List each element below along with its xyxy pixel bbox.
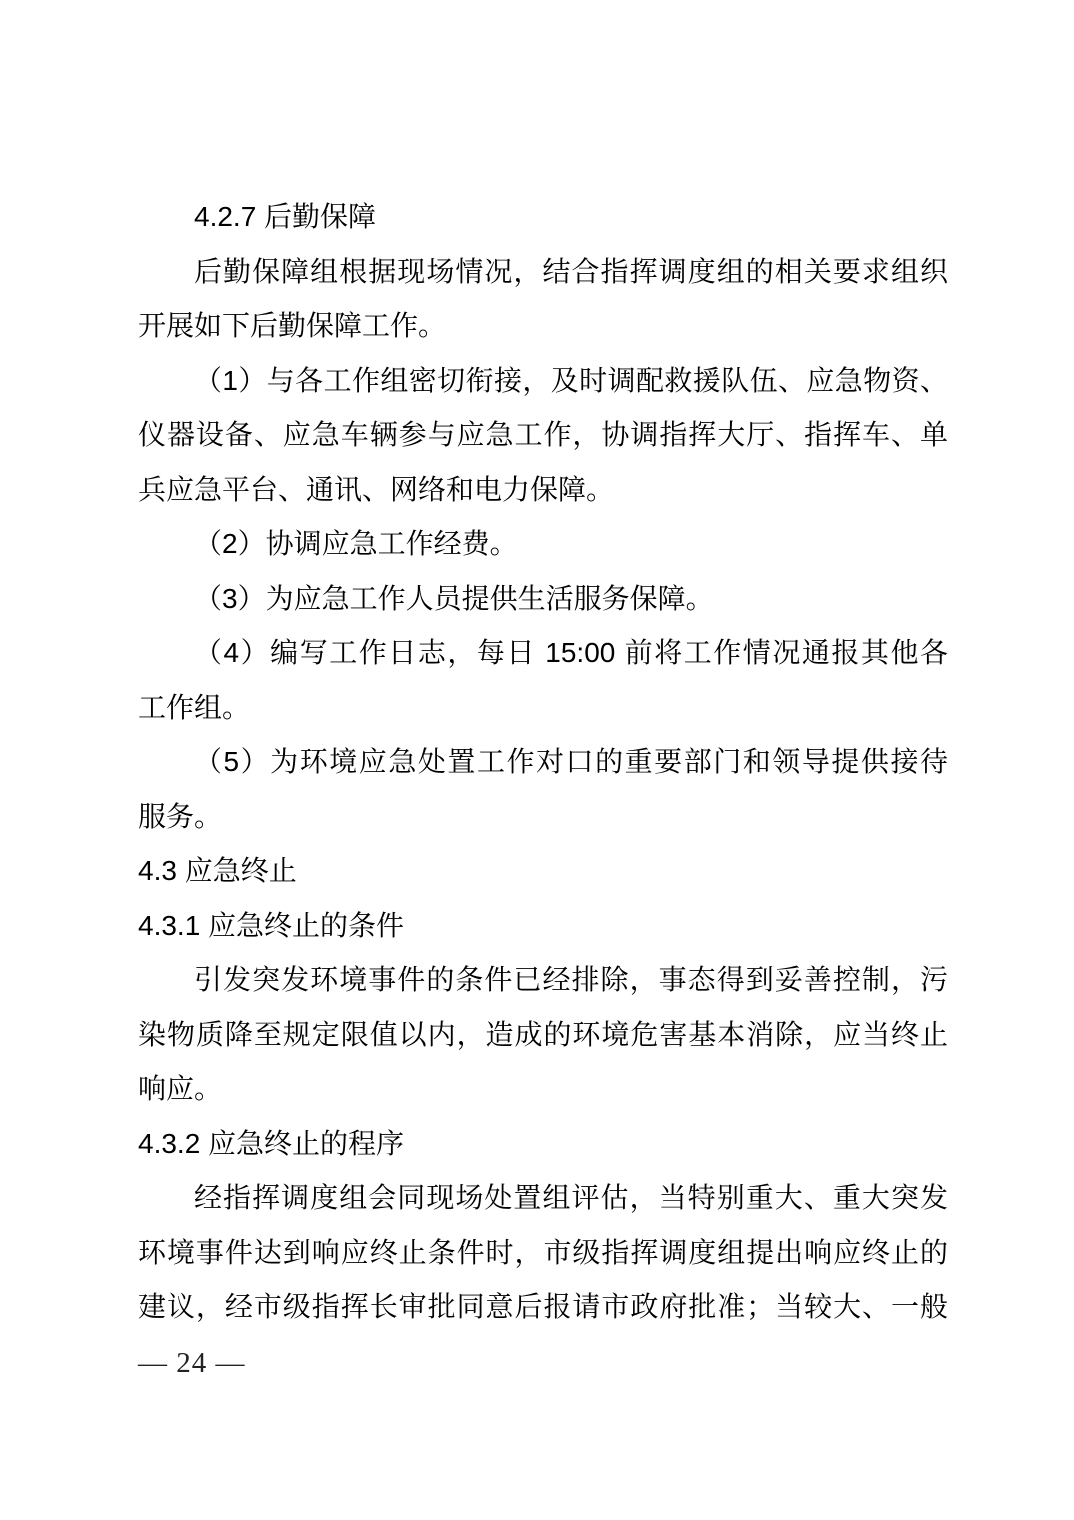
section-heading-4-2-7: 4.2.7 后勤保障 (194, 201, 377, 232)
text-line: 服务。 (138, 800, 223, 832)
section-heading-4-3-1: 4.3.1 应急终止的条件 (138, 909, 405, 941)
text-line: 开展如下后勤保障工作。 (138, 310, 447, 341)
text-line: （1）与各工作组密切衔接，及时调配救援队伍、应急物资、 (194, 364, 948, 396)
text-line: 引发突发环境事件的条件已经排除，事态得到妥善控制，污 (194, 964, 948, 995)
text-line: 建议，经市级指挥长审批同意后报请市政府批准；当较大、一般 (138, 1291, 948, 1322)
page-body (138, 190, 948, 1335)
text-line: 染物质降至规定限值以内，造成的环境危害基本消除，应当终止 (138, 1018, 948, 1050)
text-line: （4）编写工作日志，每日 15:00 前将工作情况通报其他各 (194, 637, 948, 668)
text-line: 兵应急平台、通讯、网络和电力保障。 (138, 473, 615, 505)
text-line: 后勤保障组根据现场情况，结合指挥调度组的相关要求组织 (194, 255, 948, 287)
section-heading-4-3-2: 4.3.2 应急终止的程序 (138, 1127, 405, 1159)
page-number: — 24 — (138, 1347, 246, 1379)
text-line: （2）协调应急工作经费。 (194, 528, 518, 559)
text-line: （5）为环境应急处置工作对口的重要部门和领导提供接待 (194, 746, 948, 777)
section-heading-4-3: 4.3 应急终止 (138, 855, 297, 886)
text-line: 仪器设备、应急车辆参与应急工作，协调指挥大厅、指挥车、单 (138, 419, 948, 450)
text-line: 工作组。 (138, 691, 251, 723)
text-line: 经指挥调度组会同现场处置组评估，当特别重大、重大突发 (194, 1182, 948, 1213)
text-line: 环境事件达到响应终止条件时，市级指挥调度组提出响应终止的 (138, 1236, 948, 1268)
text-line: 响应。 (138, 1073, 223, 1104)
text-line: （3）为应急工作人员提供生活服务保障。 (194, 582, 714, 614)
